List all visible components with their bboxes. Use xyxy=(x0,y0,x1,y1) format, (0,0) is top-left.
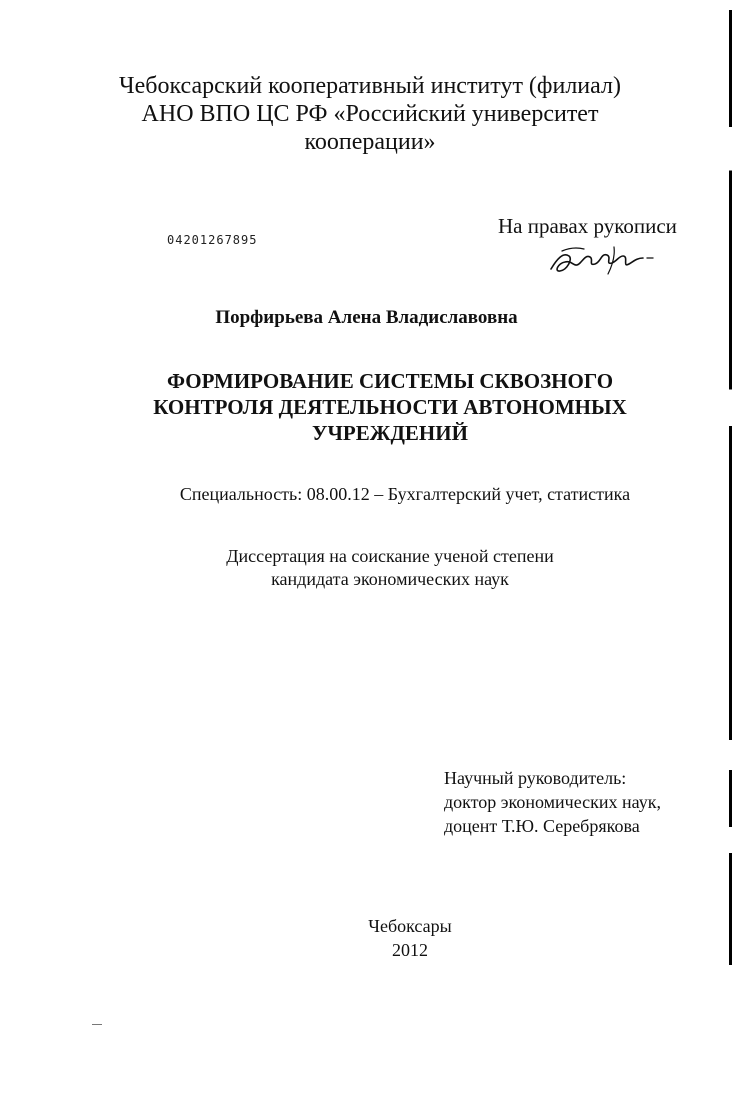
degree-line-1: Диссертация на соискание ученой степени xyxy=(226,546,554,566)
institute-header xyxy=(70,72,670,156)
title-line-1: ФОРМИРОВАНИЕ СИСТЕМЫ СКВОЗНОГО xyxy=(166,369,614,393)
institute-line-3: кооперации» xyxy=(304,129,436,155)
institute-line-2: АНО ВПО ЦС РФ «Российский университет xyxy=(141,101,599,127)
supervisor-label: Научный руководитель: xyxy=(444,768,627,788)
city: Чебоксары xyxy=(368,916,452,936)
signature-icon xyxy=(545,238,655,280)
year: 2012 xyxy=(392,940,428,960)
manuscript-rights-note: На правах рукописи xyxy=(498,214,677,238)
supervisor-name: доцент Т.Ю. Серебрякова xyxy=(444,816,640,836)
scan-lower-right-edge xyxy=(729,770,732,1030)
supervisor-degree: доктор экономических наук, xyxy=(444,792,661,812)
author-name: Порфирьева Алена Владиславовна xyxy=(215,307,518,328)
publication-footer xyxy=(300,914,520,962)
institute-line-1: Чебоксарский кооперативный институт (филиал) xyxy=(119,73,621,99)
title-line-2: КОНТРОЛЯ ДЕЯТЕЛЬНОСТИ АВТОНОМНЫХ xyxy=(153,395,627,419)
degree-statement xyxy=(170,545,610,591)
dissertation-title xyxy=(120,368,660,446)
scan-right-edge xyxy=(729,10,732,740)
page-bottom-divider xyxy=(0,1066,733,1067)
title-line-3: УЧРЕЖДЕНИЙ xyxy=(312,421,468,445)
barcode-number: 04201267895 xyxy=(167,233,258,247)
scan-speck xyxy=(92,1024,102,1025)
scientific-supervisor xyxy=(444,766,694,838)
degree-line-2: кандидата экономических наук xyxy=(271,569,509,589)
specialty-line: Специальность: 08.00.12 – Бухгалтерский учет, статистика xyxy=(179,484,631,504)
